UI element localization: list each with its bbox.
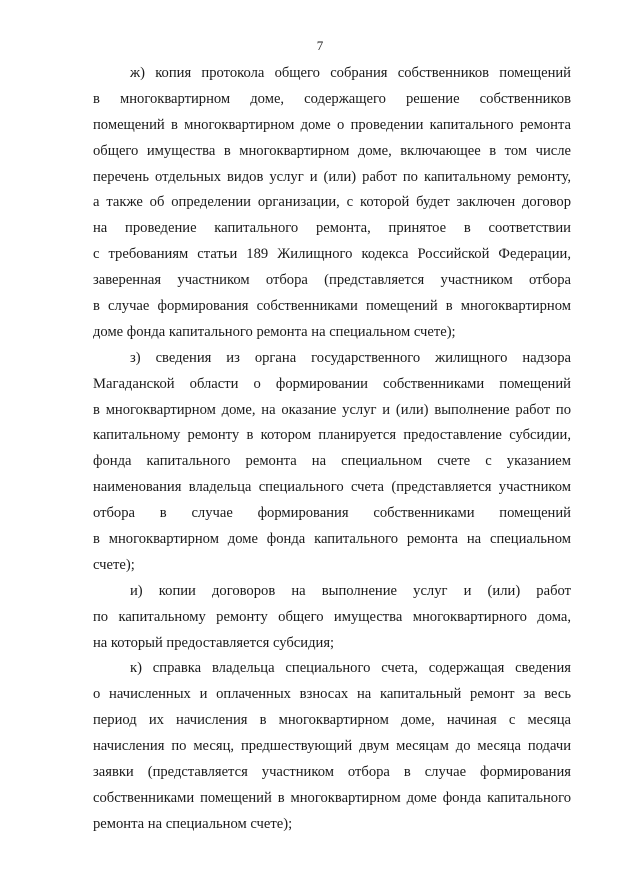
text-line: с требованиям статьи 189 Жилищного кодекса Российской Федерации, [93, 246, 571, 263]
text-line: ж) копия протокола общего собрания собственников помещений [130, 65, 571, 81]
text-line: помещений в многоквартирном доме о проведении капитального ремонта [93, 116, 571, 133]
text-line: период их начисления в многоквартирном доме, начиная с месяца [93, 712, 571, 729]
text-line: ремонта на специальном счете); [93, 815, 293, 832]
text-line: отбора в случае формирования собственниками помещений [93, 505, 571, 522]
text-line: в случае формирования собственниками помещений в многоквартирном [93, 298, 571, 315]
text-line: в многоквартирном доме фонда капитального ремонта на специальном [93, 531, 571, 548]
text-line: капитальному ремонту в котором планируется предоставление субсидии, [93, 427, 571, 444]
text-line: наименования владельца специального счета (представляется участником [93, 479, 571, 496]
text-line: начисления по месяц, предшествующий двум месяцам до месяца подачи [93, 738, 571, 755]
page-number: 7 [316, 38, 324, 53]
text-line: заявки (представляется участником отбора в случае формирования [93, 764, 571, 781]
text-line: счете); [93, 556, 135, 573]
text-line: на который предоставляется субсидия; [93, 634, 335, 651]
text-line: з) сведения из органа государственного жилищного надзора [130, 349, 571, 366]
text-line: а также об определении организации, с которой будет заключен договор [93, 194, 571, 211]
text-line: по капитальному ремонту общего имущества многоквартирного дома, [93, 608, 571, 625]
body-text [93, 61, 571, 838]
text-line: общего имущества в многоквартирном доме, включающее в том числе [93, 142, 571, 159]
text-line: к) справка владельца специального счета, содержащая сведения [130, 660, 571, 677]
text-line: в многоквартирном доме, на оказание услуг и (или) выполнение работ по [93, 401, 571, 418]
text-line: о начисленных и оплаченных взносах на капитальный ремонт за весь [93, 686, 571, 703]
text-line: доме фонда капитального ремонта на специальном счете); [93, 323, 456, 340]
text-line: заверенная участником отбора (представляется участником отбора [93, 272, 571, 289]
text-line: перечень отдельных видов услуг и (или) работ по капитальному ремонту, [93, 168, 571, 185]
text-line: в многоквартирном доме, содержащего решение собственников [93, 90, 571, 107]
text-line: собственниками помещений в многоквартирном доме фонда капитального [93, 789, 571, 806]
text-line: и) копии договоров на выполнение услуг и (или) работ [130, 582, 571, 599]
text-line: Магаданской области о формировании собственниками помещений [93, 375, 571, 392]
text-line: на проведение капитального ремонта, принятое в соответствии [93, 220, 571, 237]
text-line: фонда капитального ремонта на специальном счете с указанием [93, 453, 571, 470]
